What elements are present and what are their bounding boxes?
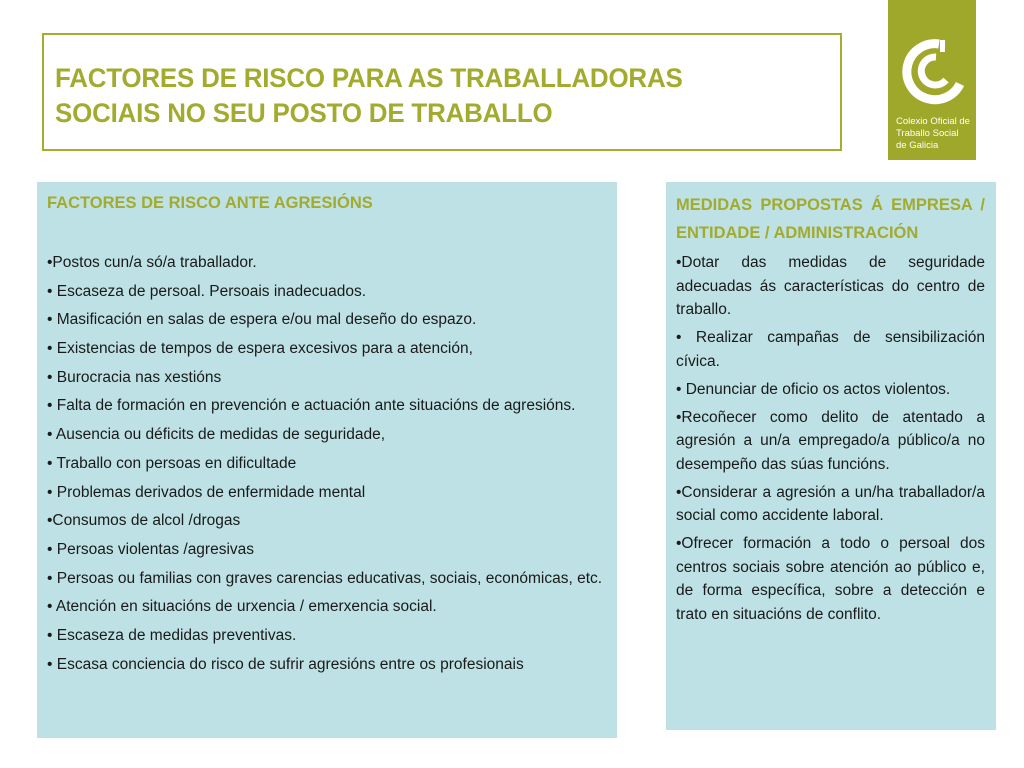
- risk-factor-item: •Consumos de alcol /drogas: [47, 512, 241, 530]
- risk-factor-item: • Ausencia ou déficits de medidas de seguridade,: [47, 426, 386, 444]
- measure-item: •Ofrecer formación a todo o persoal dos centros sociais sobre atención ao público e, de forma específica, sobre a detección e trato en situacións de conflito.: [676, 535, 985, 623]
- page-title-line-2: SOCIAIS NO SEU POSTO DE TRABALLO: [55, 98, 553, 128]
- logo-mark-icon: [896, 36, 968, 108]
- risk-factor-item: • Escaseza de medidas preventivas.: [47, 626, 297, 644]
- risk-factor-item: • Persoas violentas /agresivas: [47, 540, 255, 558]
- risk-factor-item: •Postos cun/a só/a traballador.: [47, 254, 257, 271]
- proposed-measures-panel: [666, 182, 996, 730]
- proposed-measures-heading: MEDIDAS PROPOSTAS Á EMPRESA / ENTIDADE / ADMINISTRACIÓN: [676, 196, 985, 242]
- title-box: [42, 33, 842, 151]
- logo-text-line-3: de Galicia: [896, 140, 939, 151]
- measure-item: •Dotar das medidas de seguridade adecuadas ás características do centro de traballo.: [676, 254, 985, 318]
- risk-factor-item: • Falta de formación en prevención e actuación ante situacións de agresións.: [47, 397, 576, 415]
- measure-item: • Realizar campañas de sensibilización cívica.: [676, 329, 985, 370]
- risk-factor-item: • Escasa conciencia do risco de sufrir agresións entre os profesionais: [47, 655, 524, 673]
- measure-item: •Recoñecer como delito de atentado a agresión a un/a empregado/a público/a no desempeño das súas funcións.: [676, 408, 985, 473]
- logo-text: [896, 116, 976, 152]
- page-title-line-1: FACTORES DE RISCO PARA AS TRABALLADORAS: [55, 63, 683, 93]
- risk-factor-item: • Escaseza de persoal. Persoais inadecuados.: [47, 282, 367, 300]
- logo-text-line-1: Colexio Oficial de: [896, 116, 970, 127]
- risk-factors-heading: FACTORES DE RISCO ANTE AGRESIÓNS: [47, 194, 373, 212]
- risk-factor-item: • Traballo con persoas en dificultade: [47, 454, 297, 472]
- logo-text-line-2: Traballo Social: [896, 128, 959, 139]
- risk-factor-item: • Existencias de tempos de espera excesivos para a atención,: [47, 340, 473, 358]
- risk-factor-item: • Burocracia nas xestións: [47, 368, 222, 386]
- risk-factor-item: • Masificación en salas de espera e/ou mal deseño do espazo.: [47, 311, 477, 329]
- measure-item: • Denunciar de oficio os actos violentos.: [676, 380, 951, 398]
- risk-factor-item: • Problemas derivados de enfermidade mental: [47, 483, 366, 501]
- organization-logo: [888, 0, 976, 160]
- risk-factor-item: • Persoas ou familias con graves carencias educativas, sociais, económicas, etc.: [47, 569, 603, 587]
- risk-factors-panel: [37, 182, 617, 738]
- measure-item: •Considerar a agresión a un/ha traballador/a social como accidente laboral.: [676, 483, 985, 524]
- risk-factor-item: • Atención en situacións de urxencia / emerxencia social.: [47, 598, 437, 616]
